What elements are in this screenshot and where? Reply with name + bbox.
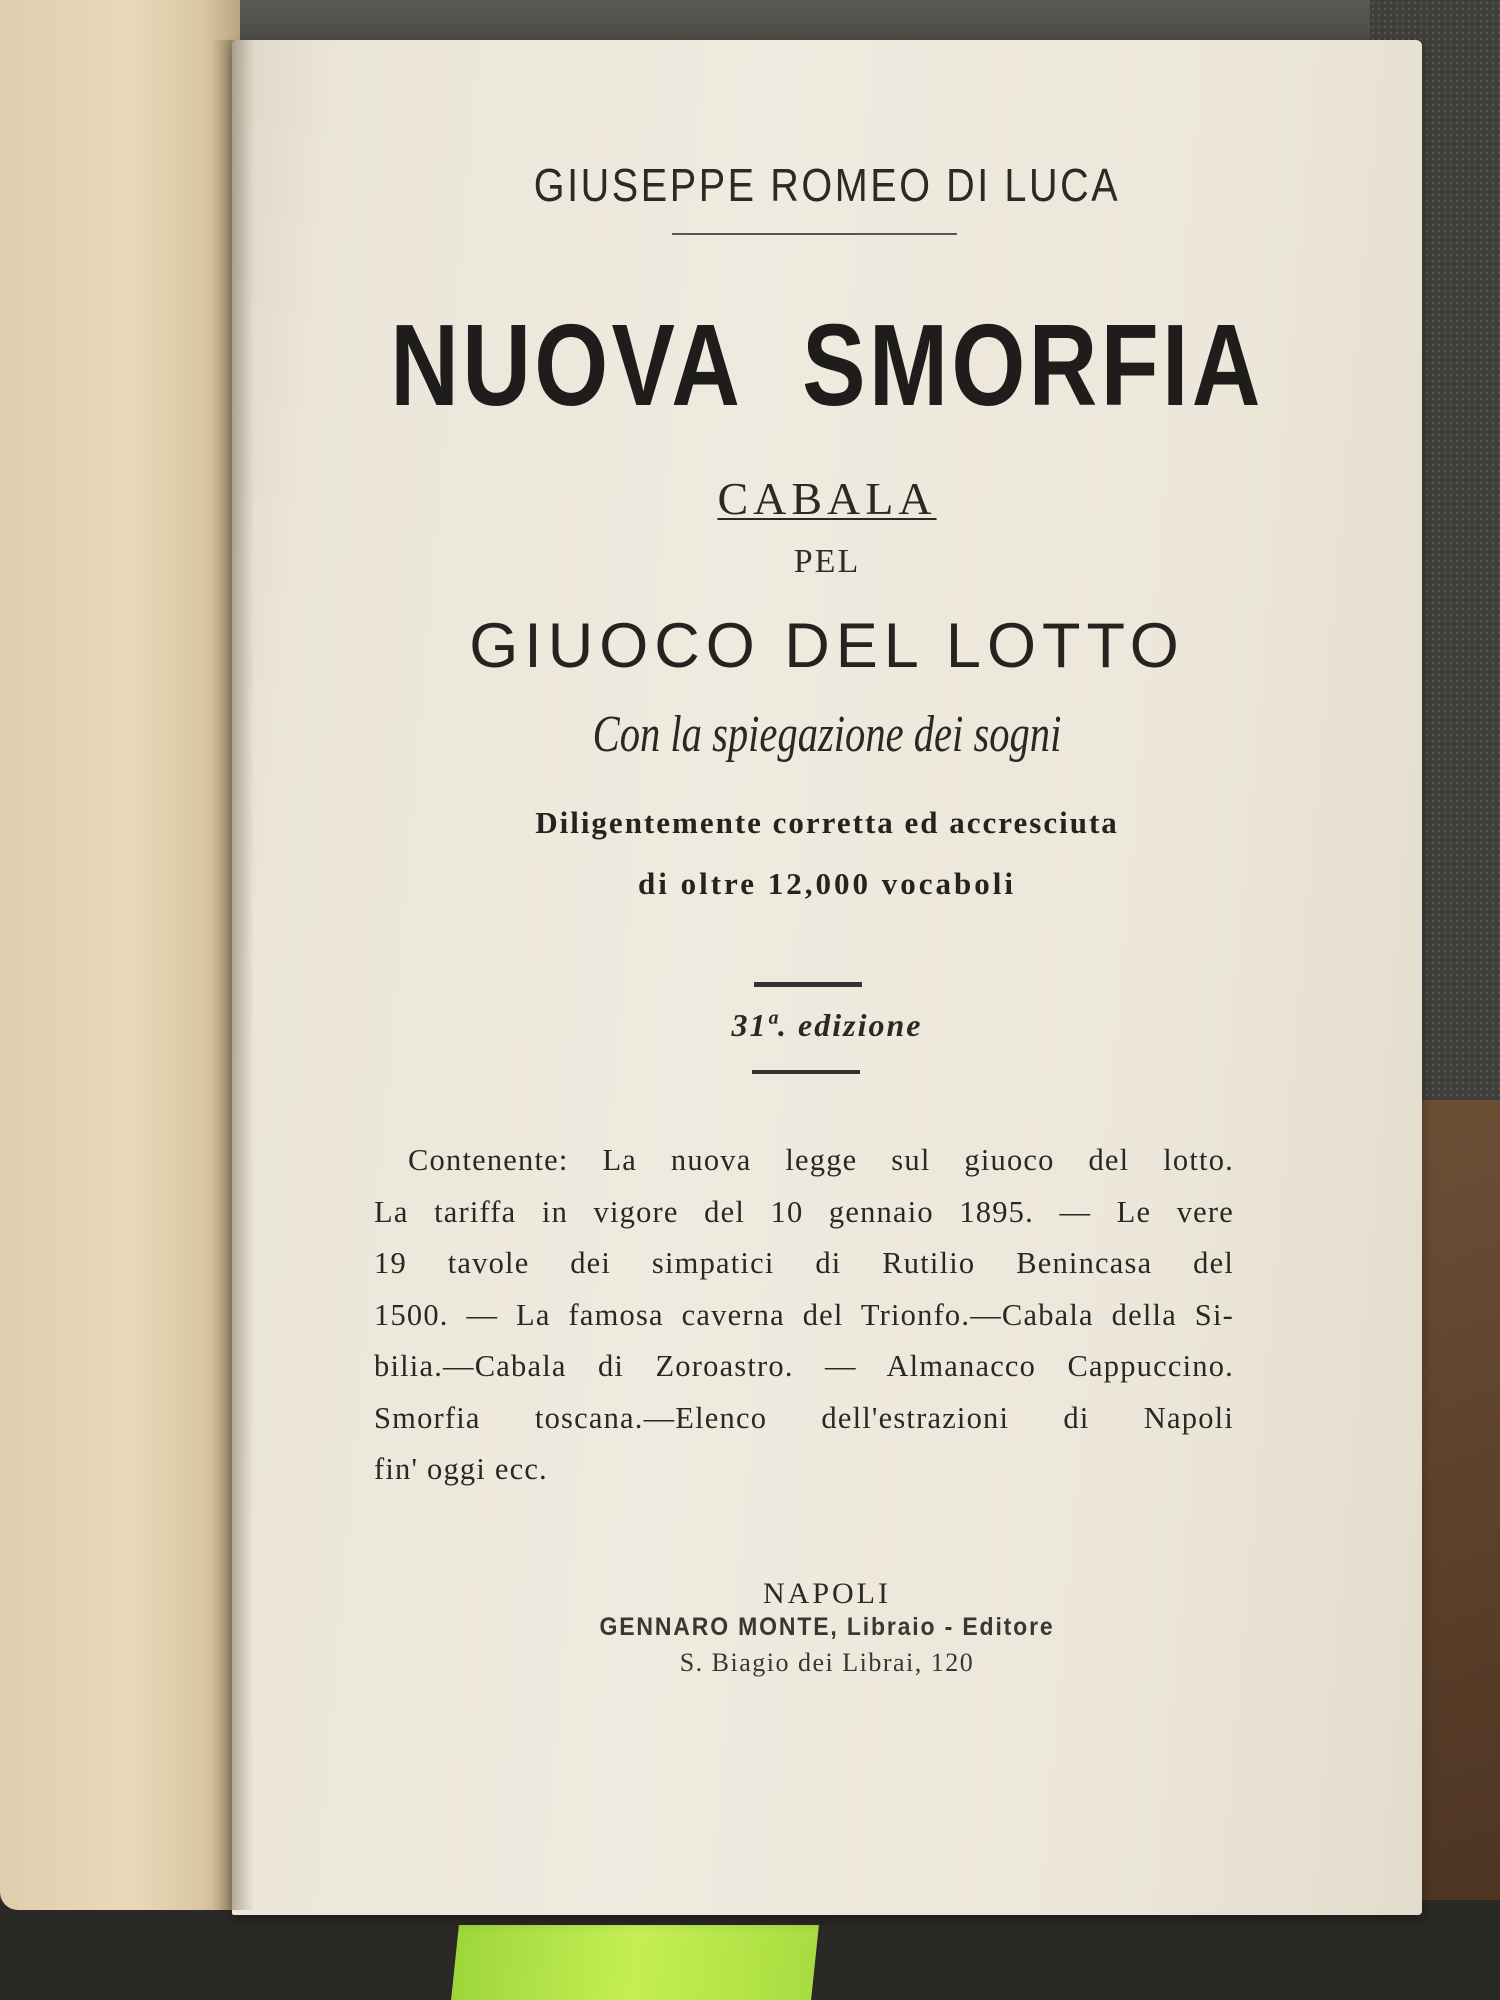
author-name: GIUSEPPE ROMEO DI LUCA — [533, 159, 1121, 211]
divider-rule — [672, 233, 957, 235]
book-title: NUOVA SMORFIA — [390, 300, 1264, 430]
divider-rule-short — [752, 1070, 860, 1074]
publisher: GENNARO MONTE, Libraio - Editore — [599, 1613, 1055, 1641]
left-page — [0, 0, 240, 1910]
faded-stamp-marks: ​ — [1169, 151, 1172, 187]
contents-line: fin' oggi ecc. — [374, 1452, 548, 1486]
contents-line: 19 tavole dei simpatici di Rutilio Benincasa del — [374, 1246, 1234, 1280]
contents-line: Contenente: La nuova legge sul giuoco del lotto. — [408, 1143, 1234, 1177]
subtitle: Con la spiegazione dei sogni — [592, 706, 1062, 763]
title-page — [232, 40, 1422, 1915]
contents-line: 1500. — La famosa caverna del Trionfo.—Cabala della Si- — [374, 1297, 1234, 1332]
publisher-address: S. Biagio dei Librai, 120 — [679, 1648, 975, 1677]
cabala-line: CABALA — [717, 473, 937, 524]
divider-rule-short — [754, 982, 862, 987]
contents-line: Smorfia toscana.—Elenco dell'estrazioni di Napoli — [374, 1400, 1234, 1435]
contents-paragraph — [374, 1135, 1234, 1496]
edition: 31ª. edizione — [731, 1007, 923, 1043]
publication-city: NAPOLI — [763, 1577, 891, 1610]
pel-line: PEL — [793, 543, 861, 580]
book-gutter-shadow — [212, 40, 254, 1910]
giuoco-line: GIUOCO DEL LOTTO — [469, 611, 1185, 681]
description-line-1: Diligentemente corretta ed accresciuta — [535, 805, 1119, 840]
green-bookmark — [451, 1925, 819, 2000]
contents-line: bilia.—Cabala di Zoroastro. — Almanacco Cappuccino. — [374, 1349, 1234, 1383]
contents-line: La tariffa in vigore del 10 gennaio 1895. — Le vere — [374, 1194, 1234, 1229]
description-line-2: di oltre 12,000 vocaboli — [638, 866, 1016, 901]
